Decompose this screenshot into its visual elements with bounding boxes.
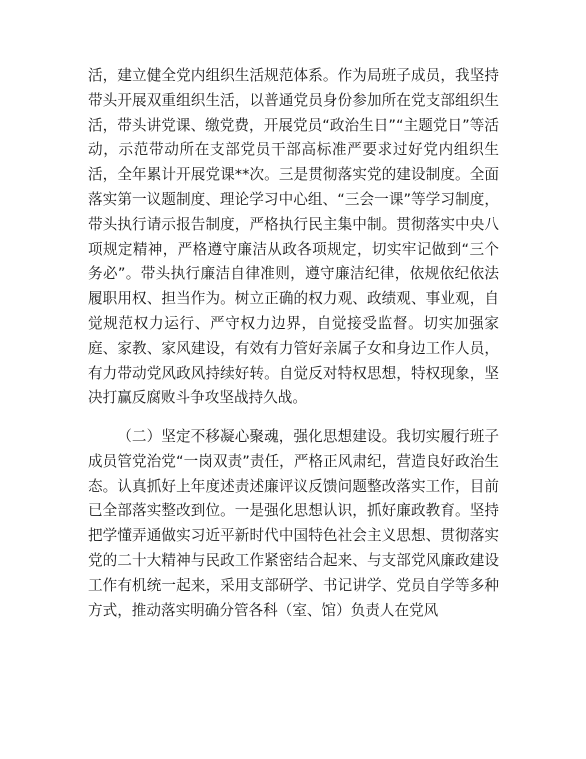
body-paragraph-2: （二）坚定不移凝心聚魂，强化思想建设。我切实履行班子成员管党治党“一岗双责”责任，严格正风肃纪，营造良好政治生态。认真抓好上年度述责述廉评议反馈问题整改落实工作，目前已全部落实整改到位。一是强化思想认识，抓好廉政教育。坚持把学懂弄通做实习近平新时代中国特色社会主义思想、贯彻落实党的二十大精神与民政工作紧密结合起来、与支部党风廉政建设工作有机统一起来，采用支部研学、书记讲学、党员自学等多种方式，推动落实明确分管各科（室、馆）负责人在党风 <box>88 428 499 619</box>
body-paragraph-1: 活，建立健全党内组织生活规范体系。作为局班子成员，我坚持带头开展双重组织生活，以普通党员身份参加所在党支部组织生活，带头讲党课、缴党费，开展党员“政治生日”“主题党日”等活动，示范带动所在支部党员干部高标准严要求过好党内组织生活，全年累计开展党课**次。三是贯彻落实党的建设制度。全面落实第一议题制度、理论学习中心组、“三会一课”等学习制度，带头执行请示报告制度，严格执行民主集中制。贯彻落实中央八项规定精神，严格遵守廉洁从政各项规定，切实牢记做到“三个务必”。带头执行廉洁自律准则，遵守廉洁纪律，依规依纪依法履职用权、担当作为。树立正确的权力观、政绩观、事业观，自觉规范权力运行、严守权力边界，自觉接受监督。切实加强家庭、家教、家风建设，有效有力管好亲属子女和身边工作人员，有力带动党风政风持续好转。自觉反对特权思想，特权现象，坚决打赢反腐败斗争攻坚战持久战。 <box>88 67 499 407</box>
